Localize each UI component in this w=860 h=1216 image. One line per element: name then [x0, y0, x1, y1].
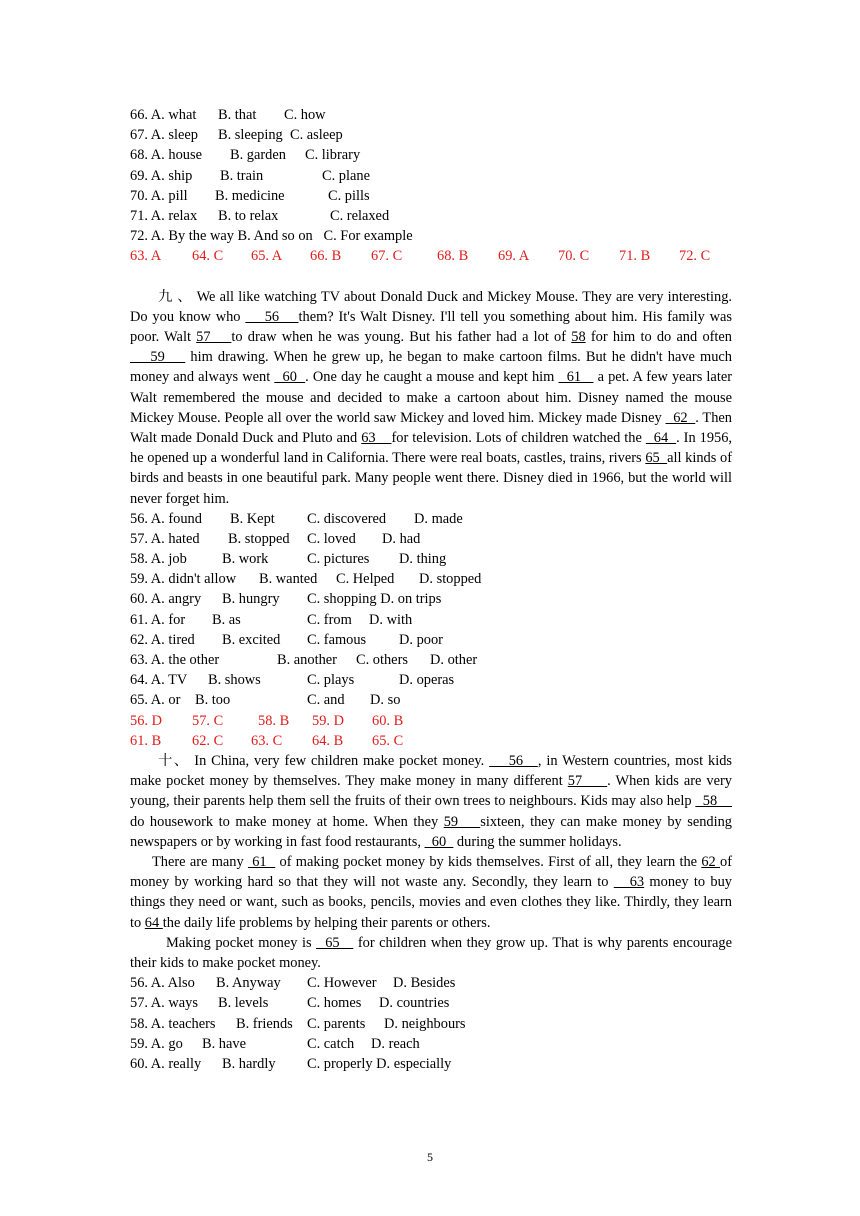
option-line: 70. A. pill B. medicine C. pills [130, 187, 370, 204]
option-line: 57. A. ways B. levels C. homes D. countries [130, 995, 450, 1012]
passage-section-10-p2: There are many 61 of making pocket money by kids themselves. First of all, they learn the 62 of money by working hard so that they will not waste any. Secondly, they learn to 63 money to buy things they need or want, such as books, pencils, movies and even clothes they like. Thirdly, they learn to 64 the daily life problems by helping their parents or others. [130, 854, 732, 931]
options-block-9 [130, 509, 732, 711]
blank-58: 58 [571, 328, 586, 345]
answer-key-2a: 56. D 57. C 58. B 59. D 60. B [130, 712, 404, 729]
blank-65: 65 [316, 934, 354, 951]
blank-56: 56 [489, 752, 538, 769]
option-line: 71. A. relax B. to relax C. relaxed [130, 207, 390, 224]
option-line: 63. A. the other B. another C. others D. other [130, 652, 478, 669]
blank-60: 60 [424, 833, 454, 850]
answer-key-1: 63. A 64. C 65. A 66. B 67. C 68. B 69. A 70. C 71. B 72. C [130, 248, 711, 265]
option-line: 59. A. didn't allow B. wanted C. Helped D. stopped [130, 571, 482, 588]
option-line: 62. A. tired B. excited C. famous D. poor [130, 631, 443, 648]
answer-key-2b: 61. B 62. C 63. C 64. B 65. C [130, 732, 404, 749]
option-line: 69. A. ship B. train C. plane [130, 167, 370, 184]
blank-61: 61 [247, 854, 276, 870]
blank-59: 59 [130, 349, 186, 366]
option-line: 60. A. really B. hardly C. properly D. especially [130, 1055, 452, 1072]
blank-57: 57 [567, 773, 608, 790]
options-block-top [130, 105, 732, 246]
option-line: 64. A. TV B. shows C. plays D. operas [130, 672, 455, 689]
blank-64: 64 [144, 914, 163, 931]
blank-63: 63 [613, 874, 645, 891]
option-line: 60. A. angry B. hungry C. shopping D. on trips [130, 591, 442, 608]
blank-59: 59 [443, 813, 481, 830]
blank-62: 62 [665, 409, 696, 426]
passage-section-10-p3: Making pocket money is 65 for children when they grow up. That is why parents encourage their kids to make pocket money. [130, 934, 732, 972]
option-line: 67. A. sleep B. sleeping C. asleep [130, 127, 343, 144]
blank-58: 58 [695, 793, 733, 810]
blank-65: 65 [645, 450, 668, 467]
option-line: 56. A. found B. Kept C. discovered D. made [130, 510, 463, 527]
passage-section-10-p1: 十、 In China, very few children make pocket money. 56 , in Western countries, most kids make pocket money by themselves. They make money in many different 57 . When kids are very young, their parents help them sell the fruits of their own trees to neighbours. Kids may also help 58 do housework to make money at home. When they 59 sixteen, they can make money by sending newspapers or by working in fast food restaurants, 60 during the summer holidays. [130, 752, 733, 850]
option-line: 72. A. By the way B. And so on C. For example [130, 228, 413, 245]
blank-64: 64 [645, 429, 677, 446]
document-page [130, 105, 732, 1074]
option-line: 61. A. for B. as C. from D. with [130, 611, 413, 628]
options-block-10 [130, 973, 732, 1074]
option-line: 65. A. or B. too C. and D. so [130, 692, 401, 709]
option-line: 59. A. go B. have C. catch D. reach [130, 1035, 420, 1052]
passage-section-9: 九 、 We all like watching TV about Donald Duck and Mickey Mouse. They are very interesting. Do you know who 56 them? It's Walt Disney. I'll tell you something about him. His family was poor. Walt 57 to draw when he was young. But his father had a lot of 58 for him to do and often 59 him drawing. When he grew up, he began to make cartoon films. But he didn't have much money and always went 60 . One day he caught a mouse and kept him 61 a pet. A few years later Walt remembered the mouse and decided to make a cartoon about him. Disney named the mouse Mickey Mouse. People all over the world saw Mickey and loved him. Mickey made Disney 62 . Then Walt made Donald Duck and Pluto and 63 for television. Lots of children watched the 64 . In 1956, he opened up a wonderful land in California. There were real boats, castles, trains, rivers 65 all kinds of birds and beasts in one beautiful park. Many people went there. Disney died in 1966, but the world will never forget him. [130, 288, 733, 507]
option-line: 58. A. job B. work C. pictures D. thing [130, 551, 447, 568]
blank-62: 62 [701, 854, 720, 870]
blank-60: 60 [274, 369, 306, 386]
blank-57: 57 [196, 328, 232, 345]
blank-63: 63 [361, 429, 392, 446]
option-line: 57. A. hated B. stopped C. loved D. had [130, 530, 421, 547]
blank-56: 56 [245, 308, 299, 325]
page-number: 5 [427, 1150, 433, 1164]
blank-61: 61 [558, 369, 594, 386]
option-line: 56. A. Also B. Anyway C. However D. Besides [130, 975, 456, 992]
option-line: 58. A. teachers B. friends C. parents D. neighbours [130, 1015, 466, 1032]
option-line: 68. A. house B. garden C. library [130, 147, 361, 164]
option-line: 66. A. what B. that C. how [130, 107, 326, 123]
